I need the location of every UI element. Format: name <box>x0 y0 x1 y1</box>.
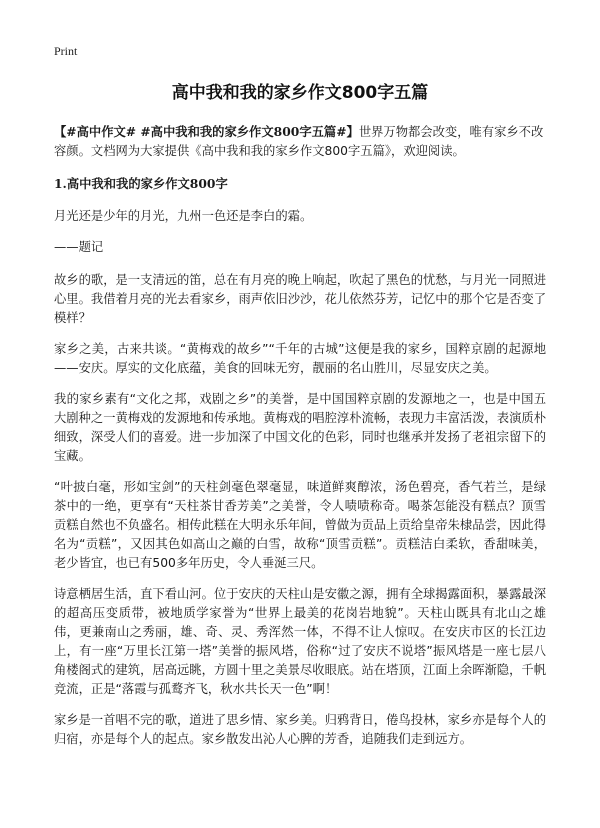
body-paragraph: 家乡是一首唱不完的歌，道进了思乡情、家乡美。归鸦背日，倦鸟投林，家乡亦是每个人的归宿，亦是每个人的起点。家乡散发出沁人心脾的芳香，追随我们走到远方。 <box>54 713 546 746</box>
epigraph: 月光还是少年的月光，九州一色还是李白的霜。 <box>54 209 313 223</box>
body-paragraph: 家乡之美，古来共谈。“黄梅戏的故乡”“千年的古城”这便是我的家乡，国粹京剧的起源地——安庆。厚实的文化底蕴，美食的回味无穷，靓丽的名山胜川，尽显安庆之美。 <box>54 342 546 375</box>
document-title: 高中我和我的家乡作文800字五篇 <box>171 83 429 103</box>
body-paragraph: 故乡的歌，是一支清远的笛，总在有月亮的晚上响起，吹起了黑色的忧愁，与月光一同照进心里。我借着月亮的光去看家乡，雨声依旧沙沙，花儿依然芬芳，记忆中的那个它是否变了模样？ <box>54 273 546 325</box>
intro-text: 世界万物都会改变，唯有家乡不改容颜。文档网为大家提供《高中我和我的家乡作文800字五篇》，欢迎阅读。 <box>54 125 544 158</box>
section-heading: 1.高中我和我的家乡作文800字 <box>54 176 228 191</box>
intro-tag: 【#高中作文# #高中我和我的家乡作文800字五篇#】 <box>54 124 359 139</box>
body-paragraph: 诗意栖居生活，直下看山河。位于安庆的天柱山是安徽之源，拥有全球揭露面积，暴露最深的超高压变质带，被地质学家誉为“世界上最美的花岗岩地貌”。天柱山既具有北山之雄伟，更兼南山之秀丽，雄、奇、灵、秀浑然一体，不得不让人惊叹。在安庆市区的长江边上，有一座“万里长江第一塔”美誉的振风塔，俗称“过了安庆不说塔”振风塔是一座七层八角楼阁式的建筑，居高远眺，方圆十里之美景尽收眼底。站在塔顶，江面上余晖渐隐，千帆竞流，正是“落霞与孤鹜齐飞，秋水共长天一色”啊！ <box>54 587 546 696</box>
body-paragraph: 我的家乡素有“文化之邦，戏剧之乡”的美誉，是中国国粹京剧的发源地之一，也是中国五大剧种之一黄梅戏的发源地和传承地。黄梅戏的唱腔淳朴流畅，表现力丰富活泼，表演质朴细致，深受人们的喜爱。进一步加深了中国文化的色彩，同时也继承并发扬了老祖宗留下的宝藏。 <box>54 392 546 463</box>
epigraph-attribution: ——题记 <box>54 240 104 254</box>
body-paragraph: “叶披白毫，形如宝剑”的天柱剑毫色翠毫显，味道鲜爽醇浓，汤色碧亮，香气若兰，是绿茶中的一绝，更享有“天柱茶甘香芳美”之美誉，令人啧啧称奇。喝茶怎能没有糕点？顶雪贡糕自然也不负盛名。相传此糕在大明永乐年间，曾做为贡品上贡给皇帝朱棣品尝，因此得名为“贡糕”，又因其色如高山之巅的白雪，故称“顶雪贡糕”。贡糕洁白柔软，香甜味美，老少皆宜，也已有500多年历史，令人垂涎三尺。 <box>54 480 546 570</box>
intro-paragraph <box>54 122 546 161</box>
print-label: Print <box>54 44 78 58</box>
